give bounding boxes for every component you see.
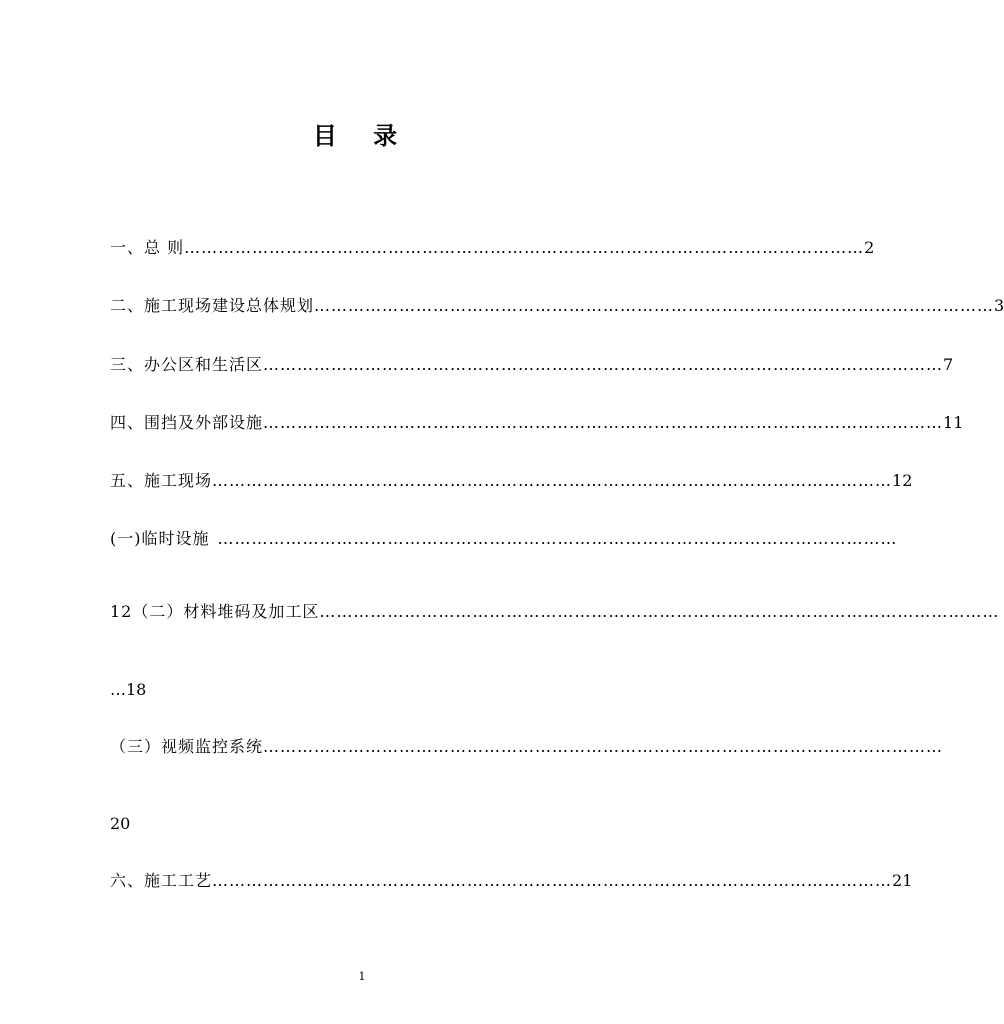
toc-label: (一)临时设施 bbox=[110, 529, 210, 548]
toc-continuation: 20 bbox=[110, 814, 131, 833]
toc-leader-dots: ………………………………………………………………………………………………………… bbox=[263, 737, 944, 756]
toc-leader-dots: ………………………………………………………………………………………………………… bbox=[263, 413, 944, 432]
toc-entry[interactable] bbox=[110, 529, 898, 549]
toc-entry[interactable] bbox=[110, 355, 954, 375]
page-number: 1 bbox=[358, 970, 366, 983]
toc-leader-dots: ………………………………………………………………………………………………………… bbox=[314, 296, 995, 315]
toc-continuation: …18 bbox=[110, 680, 147, 699]
toc-label: 二、施工现场建设总体规划 bbox=[110, 296, 315, 315]
toc-page-number: 12 bbox=[892, 471, 913, 490]
toc-label: 三、办公区和生活区 bbox=[110, 355, 264, 374]
toc-entry[interactable] bbox=[110, 238, 875, 258]
toc-page-number: 11 bbox=[943, 413, 964, 432]
toc-entry[interactable] bbox=[110, 602, 1000, 622]
toc-label: 12（二）材料堆码及加工区 bbox=[110, 602, 320, 621]
toc-label: 六、施工工艺 bbox=[110, 871, 213, 890]
toc-leader-dots: ………………………………………………………………………………………………………… bbox=[212, 471, 893, 490]
toc-leader-dots: ………………………………………………………………………………………………………… bbox=[184, 238, 865, 257]
toc-entry[interactable] bbox=[110, 737, 944, 757]
toc-leader-dots: ………………………………………………………………………………………………………… bbox=[217, 529, 898, 548]
toc-entry[interactable] bbox=[110, 871, 913, 891]
toc-entry[interactable] bbox=[110, 296, 1004, 316]
toc-page-number: 7 bbox=[943, 355, 954, 374]
toc-label: 四、围挡及外部设施 bbox=[110, 413, 264, 432]
toc-entry[interactable] bbox=[110, 413, 964, 433]
toc-page-number: 2 bbox=[864, 238, 875, 257]
toc-leader-dots: ………………………………………………………………………………………………………… bbox=[263, 355, 944, 374]
toc-leader-dots: ………………………………………………………………………………………………………… bbox=[212, 871, 893, 890]
toc-page-number: 21 bbox=[892, 871, 913, 890]
toc-entry[interactable] bbox=[110, 471, 913, 491]
toc-label: 五、施工现场 bbox=[110, 471, 213, 490]
toc-leader-dots: ………………………………………………………………………………………………………… bbox=[319, 602, 1000, 621]
page-title: 目 录 bbox=[312, 121, 412, 150]
toc-label: （三）视频监控系统 bbox=[110, 737, 264, 756]
toc-label: 一、总 则 bbox=[110, 238, 185, 257]
toc-page-number: 3 bbox=[994, 296, 1004, 315]
